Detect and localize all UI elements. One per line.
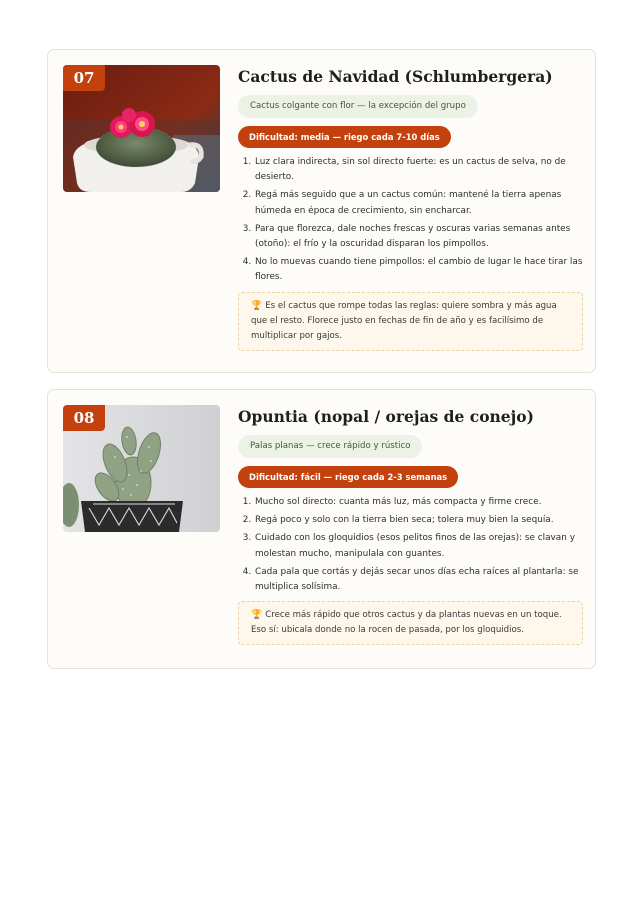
highlight-note (238, 292, 583, 351)
care-tip: 4. Cada pala que cortás y dejás secar unos días echa raíces al plantarla: se multiplica solísima. (254, 565, 583, 595)
note-text: Es el cactus que rompe todas las reglas: quiere sombra y más agua que el resto. Florece justo en fechas de fin de año y es facilísimo de multiplicar por gajos. (251, 300, 557, 341)
care-tip: 2. Regá poco y solo con la tierra bien seca; tolera muy bien la sequía. (254, 513, 583, 528)
plant-photo (63, 65, 220, 192)
care-tip: 1. Luz clara indirecta, sin sol directo fuerte: es un cactus de selva, no de desierto. (254, 155, 583, 185)
care-tip: 3. Cuidado con los gloquidios (esos pelitos finos de las orejas): se clavan y molestan mucho, manipulala con guantes. (254, 531, 583, 561)
plant-title: Opuntia (nopal / orejas de conejo) (238, 407, 534, 426)
plant-card-08 (47, 389, 596, 669)
card-number-badge: 07 (63, 65, 105, 91)
trophy-icon: 🏆 (251, 610, 263, 621)
highlight-note (238, 601, 583, 645)
card-number-badge: 08 (63, 405, 105, 431)
plant-photo (63, 405, 220, 532)
care-tip: 2. Regá más seguido que a un cactus común: mantené la tierra apenas húmeda en época de crecimiento, sin encharcar. (254, 188, 583, 218)
care-tip: 3. Para que florezca, dale noches frescas y oscuras varias semanas antes (otoño): el frío y la oscuridad disparan los pimpollos. (254, 222, 583, 252)
plant-subtitle-tag: Cactus colgante con flor — la excepción del grupo (238, 95, 478, 118)
trophy-icon: 🏆 (251, 300, 263, 311)
care-tips-list (238, 495, 583, 595)
note-text: Crece más rápido que otros cactus y da plantas nuevas en un toque. Eso sí: ubicala donde no la rocen de pasada, por los gloquidios. (251, 610, 562, 636)
card-content (238, 66, 583, 351)
difficulty-badge: Dificultad: media — riego cada 7-10 días (238, 126, 451, 148)
plant-card-07 (47, 49, 596, 373)
plant-subtitle-tag: Palas planas — crece rápido y rústico (238, 435, 422, 458)
plant-title: Cactus de Navidad (Schlumbergera) (238, 67, 553, 86)
care-tip: 4. No lo muevas cuando tiene pimpollos: el cambio de lugar le hace tirar las flores. (254, 255, 583, 285)
care-tip: 1. Mucho sol directo: cuanta más luz, más compacta y firme crece. (254, 495, 583, 510)
card-content (238, 406, 583, 645)
difficulty-badge: Dificultad: fácil — riego cada 2-3 semanas (238, 466, 458, 488)
care-tips-list (238, 155, 583, 286)
